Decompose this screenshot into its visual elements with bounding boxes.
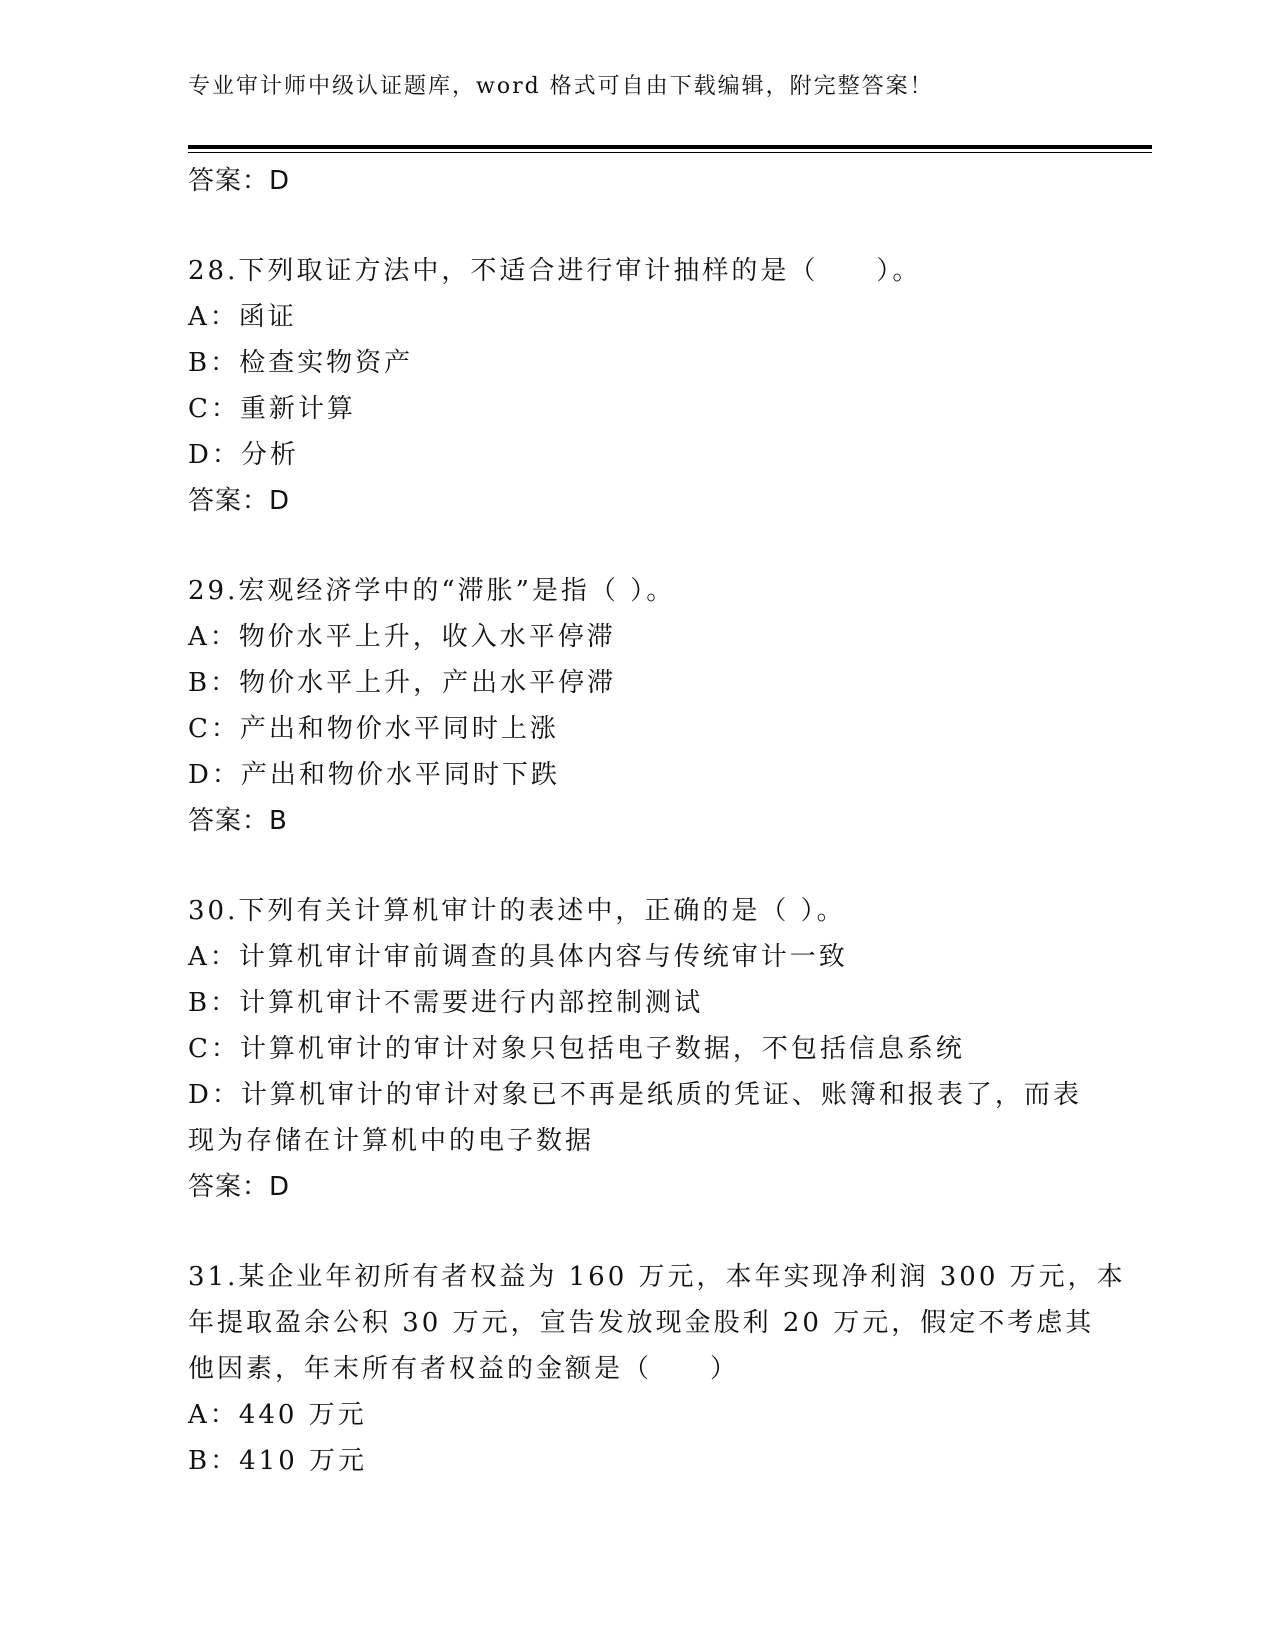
question-stem: 29.宏观经济学中的“滞胀”是指（ ）。 xyxy=(188,576,676,606)
spacer xyxy=(188,844,1088,888)
option-a: A：计算机审计审前调查的具体内容与传统审计一致 xyxy=(188,942,848,972)
header-rule-thick xyxy=(188,145,1152,149)
option-a: A：440 万元 xyxy=(188,1400,367,1430)
question-stem: 31.某企业年初所有者权益为 160 万元，本年实现净利润 300 万元，本 xyxy=(188,1262,1126,1292)
page-header: 专业审计师中级认证题库，word 格式可自由下载编辑，附完整答案！ xyxy=(188,74,934,99)
spacer xyxy=(188,204,1088,248)
option-b: B：410 万元 xyxy=(188,1446,367,1476)
spacer xyxy=(188,1210,1088,1254)
option-c: C：计算机审计的审计对象只包括电子数据，不包括信息系统 xyxy=(188,1034,965,1064)
question-31 xyxy=(188,1254,1126,1484)
question-30 xyxy=(188,888,1088,1210)
question-28 xyxy=(188,248,1088,524)
option-d: D：分析 xyxy=(188,440,299,470)
question-stem: 28.下列取证方法中，不适合进行审计抽样的是（ ）。 xyxy=(188,256,922,286)
previous-answer: 答案：D xyxy=(188,166,291,196)
option-d: D：计算机审计的审计对象已不再是纸质的凭证、账簿和报表了，而表 xyxy=(188,1080,1082,1110)
option-b: B：检查实物资产 xyxy=(188,348,414,378)
option-b: B：物价水平上升，产出水平停滞 xyxy=(188,668,617,698)
answer: 答案：D xyxy=(188,1172,291,1202)
option-d-continued: 现为存储在计算机中的电子数据 xyxy=(188,1126,595,1156)
option-c: C：产出和物价水平同时上涨 xyxy=(188,714,559,744)
header-rule-thin xyxy=(188,152,1152,153)
question-stem-continued: 他因素，年末所有者权益的金额是（ ） xyxy=(188,1354,740,1384)
answer: 答案：B xyxy=(188,806,288,836)
option-a: A：物价水平上升，收入水平停滞 xyxy=(188,622,616,652)
question-stem: 30.下列有关计算机审计的表述中，正确的是（ ）。 xyxy=(188,896,846,926)
option-a: A：函证 xyxy=(188,302,297,332)
question-content xyxy=(188,158,1126,1484)
spacer xyxy=(188,524,1088,568)
question-29 xyxy=(188,568,1088,844)
question-stem-continued: 年提取盈余公积 30 万元，宣告发放现金股利 20 万元，假定不考虑其 xyxy=(188,1308,1095,1338)
option-b: B：计算机审计不需要进行内部控制测试 xyxy=(188,988,704,1018)
option-c: C：重新计算 xyxy=(188,394,356,424)
option-d: D：产出和物价水平同时下跌 xyxy=(188,760,560,790)
answer: 答案：D xyxy=(188,486,291,516)
